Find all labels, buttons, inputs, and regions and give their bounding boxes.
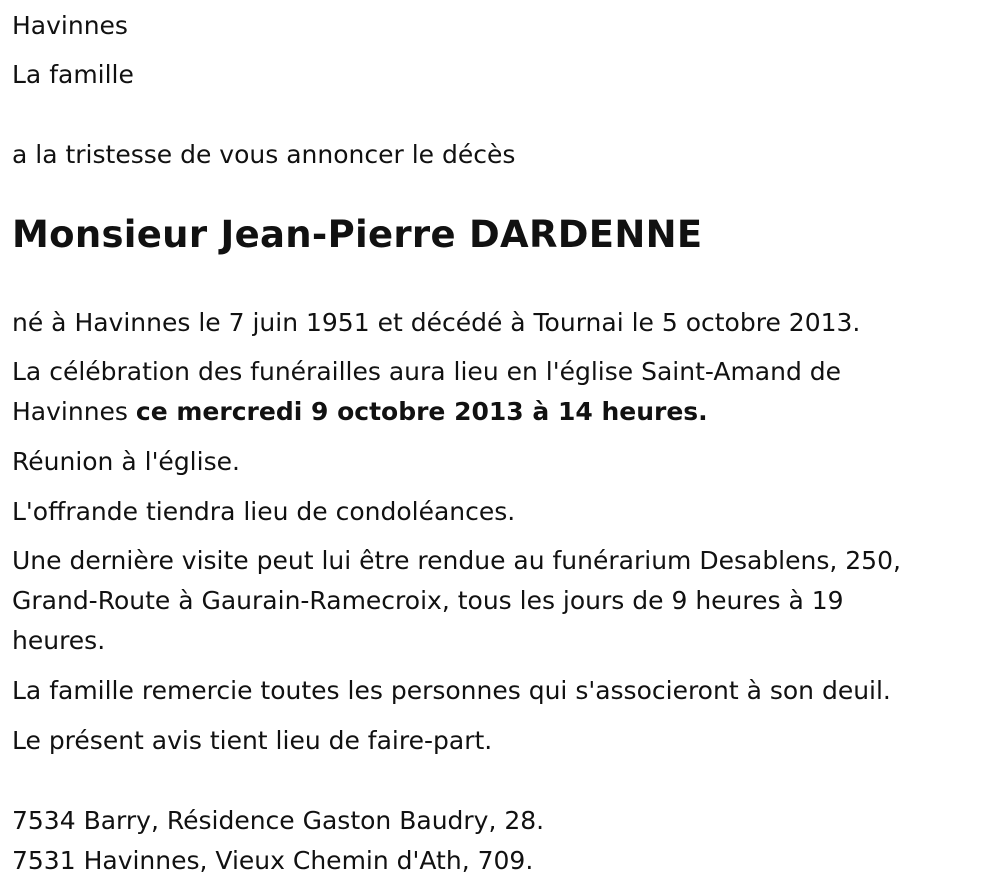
visit-line-3: heures. bbox=[12, 626, 106, 655]
notice-statement: Le présent avis tient lieu de faire-part. bbox=[12, 726, 493, 755]
funeral-line-1: La célébration des funérailles aura lieu en l'église Saint-Amand de bbox=[12, 357, 842, 386]
visit-line-1: Une dernière visite peut lui être rendue au funérarium Desablens, 250, bbox=[12, 546, 901, 575]
offering-details: L'offrande tiendra lieu de condoléances. bbox=[12, 497, 516, 526]
address-havinnes: 7531 Havinnes, Vieux Chemin d'Ath, 709. bbox=[12, 846, 534, 875]
funeral-line-2 bbox=[12, 392, 841, 432]
birth-death-details: né à Havinnes le 7 juin 1951 et décédé à Tournai le 5 octobre 2013. bbox=[12, 308, 861, 337]
deceased-name: Monsieur Jean-Pierre DARDENNE bbox=[12, 213, 703, 256]
funeral-place-text: Havinnes bbox=[12, 397, 136, 426]
announcement-intro: a la tristesse de vous annoncer le décès bbox=[12, 140, 516, 169]
reunion-details: Réunion à l'église. bbox=[12, 447, 240, 476]
funeral-date-time: ce mercredi 9 octobre 2013 à 14 heures. bbox=[135, 397, 708, 426]
visit-details bbox=[12, 541, 901, 661]
address-barry: 7534 Barry, Résidence Gaston Baudry, 28. bbox=[12, 806, 545, 835]
visit-line-2: Grand-Route à Gaurain-Ramecroix, tous les jours de 9 heures à 19 bbox=[12, 586, 844, 615]
family-heading: La famille bbox=[12, 60, 134, 89]
family-thanks: La famille remercie toutes les personnes qui s'associeront à son deuil. bbox=[12, 676, 891, 705]
place-heading: Havinnes bbox=[12, 11, 128, 40]
funeral-details bbox=[12, 352, 841, 432]
